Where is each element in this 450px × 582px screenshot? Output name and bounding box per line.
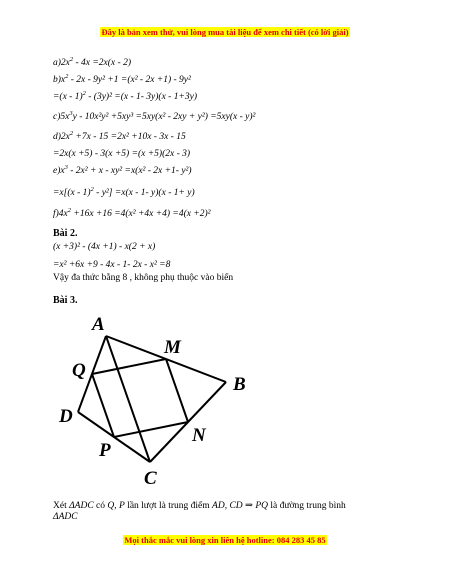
bai1-line-rest: - 2x² + x - xy² =x(x² - 2x +1- y²) (67, 166, 192, 176)
bai2-title: Bài 2. (53, 228, 78, 239)
segment-PQ (92, 374, 114, 437)
bai1-line-exponent: 2 (69, 56, 74, 63)
footer-banner: Mọi thắc mắc vui lòng xin liên hệ hotline: 084 283 45 85 (124, 535, 326, 545)
caption-triangle: ΔADC (69, 501, 94, 511)
bai1-line-exponent: 2 (67, 207, 72, 214)
bai1-line (53, 165, 192, 177)
label-N: N (192, 425, 206, 446)
diagonal-AC (106, 336, 150, 462)
bai1-line-rest: - y²] =x(x - 1- y)(x - 1+ y) (93, 188, 195, 198)
bai1-line-exponent: 2 (90, 186, 94, 193)
bai1-line-start: b)x (53, 75, 66, 85)
bai1-line-exponent: 2 (69, 130, 74, 137)
label-P: P (99, 440, 111, 461)
bai1-line-exponent: 2 (82, 90, 86, 97)
bai1-line (53, 148, 190, 160)
bai1-line (53, 74, 191, 86)
caption-midpoint: lần lượt là trung điểm (127, 501, 210, 511)
bai1-line-exponent: 3 (64, 164, 68, 171)
caption-xet: Xét (53, 501, 67, 511)
bai1-line-exponent: 3 (69, 110, 73, 117)
bai1-line-rest: +7x - 15 =2x² +10x - 3x - 15 (73, 132, 186, 142)
bai1-line-rest: - (3y)² =(x - 1- 3y)(x - 1+3y) (85, 92, 198, 102)
bai2-line2: =x² +6x +9 - 4x - 1- 2x - x² =8 (53, 260, 171, 270)
bai2-line1: (x +3)² - (4x +1) - x(2 + x) (53, 242, 156, 252)
label-A: A (92, 314, 105, 335)
label-Q: Q (72, 360, 86, 381)
caption-midline: là đường trung bình (270, 501, 346, 511)
segment-QM (92, 359, 166, 374)
label-D: D (59, 406, 73, 427)
bai1-line (53, 187, 195, 199)
bai1-line-start: a)2x (53, 58, 70, 68)
bai1-line-exponent: 2 (65, 73, 69, 80)
bai1-line-start: e)x (53, 166, 65, 176)
bai1-line (53, 111, 255, 123)
bai1-line-start: =(x - 1) (53, 92, 83, 102)
bai3-title: Bài 3. (53, 295, 78, 306)
bai1-line-start: =2x(x +5) - 3(x +5) =(x +5)(2x - 3) (53, 149, 191, 159)
bai1-line-rest: +16x +16 =4(x² +4x +4) =4(x +2)² (71, 209, 211, 219)
geometry-figure (52, 312, 282, 492)
label-M: M (164, 337, 181, 358)
caption-triangle-2: ΔADC (53, 512, 78, 522)
caption-co: có (96, 501, 106, 511)
bai3-caption (53, 501, 346, 523)
bai1-line-start: c)5x (53, 112, 70, 122)
bai2-conclusion: Vậy đa thức bằng 8 , không phụ thuộc vào biến (53, 273, 234, 283)
label-B: B (233, 374, 246, 395)
bai1-line-start: =x[(x - 1) (53, 188, 91, 198)
caption-qp: Q, P (107, 501, 125, 511)
segment-MN (166, 359, 188, 422)
caption-ad-cd: AD, CD ⇒ PQ (212, 501, 269, 511)
bai1-line-rest: y - 10x²y² +5xy³ =5xy(x² - 2xy + y²) =5xy(x - y)² (72, 112, 256, 122)
bai1-line-rest: - 2x - 9y² +1 =(x² - 2x +1) - 9y² (68, 75, 191, 85)
bai1-line-rest: - 4x =2x(x - 2) (73, 58, 131, 68)
bai1-line (53, 57, 131, 69)
bai1-line (53, 91, 197, 103)
bai1-line-start: d)2x (53, 132, 70, 142)
label-C: C (144, 468, 157, 489)
bai1-line-start: f)4x (53, 209, 68, 219)
header-banner: Đây là bản xem thử, vui lòng mua tài liệu để xem chi tiết (có lời giải) (101, 27, 349, 37)
bai1-line (53, 208, 211, 220)
bai1-line (53, 131, 186, 143)
